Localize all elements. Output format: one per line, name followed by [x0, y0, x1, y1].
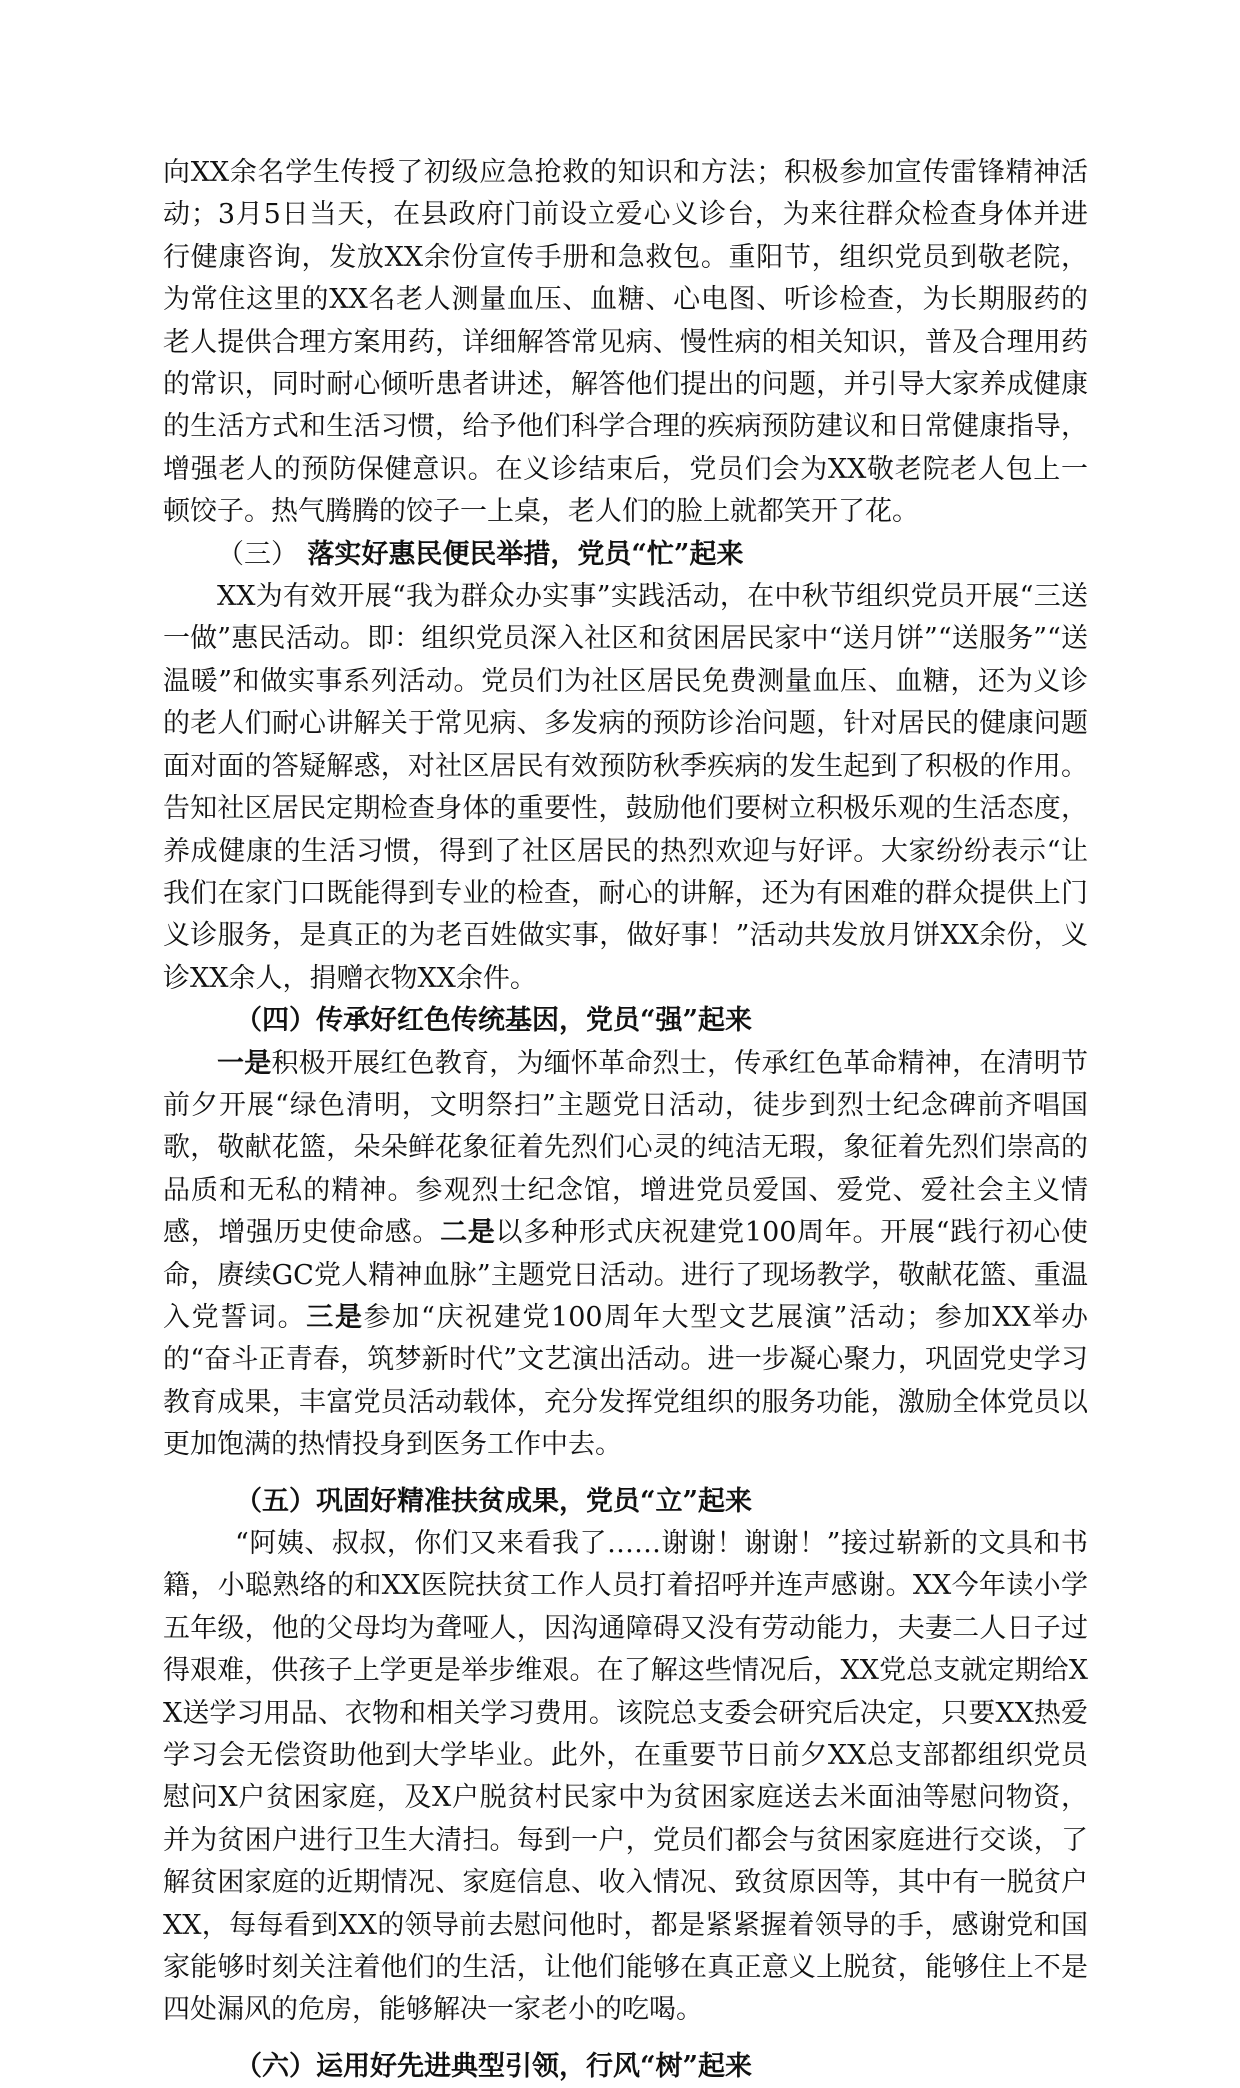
- lead-second: 二是: [440, 1217, 496, 1249]
- text-third: 参加“庆祝建党100周年大型文艺展演”活动；参加XX举办的“奋斗正青春，筑梦新时代”文艺演出活动。进一步凝心聚力，巩固党史学习教育成果，丰富党员活动载体，充分发挥党组织的服务功能，激励全体党员以更加饱满的热情投身到医务工作中去。: [163, 1301, 1089, 1461]
- text-second: 以多种形式庆祝建党100周年。开展“践行初心使命，赓续GC党人精神血脉”主题党日活动。进行了现场教学，敬献花篮、重温入党誓词。: [163, 1217, 1089, 1333]
- section-heading-5: （五）巩固好精准扶贫成果，党员“立”起来: [235, 1485, 753, 1517]
- paragraph-red-tradition: [163, 1043, 1088, 1467]
- text-first: 积极开展红色教育，为缅怀革命烈士，传承红色革命精神，在清明节前夕开展“绿色清明，文明祭扫”主题党日活动，徒步到烈士纪念碑前齐唱国歌，敬献花篮，朵朵鲜花象征着先烈们心灵的纯洁无瑕，象征着先烈们崇高的品质和无私的精神。参观烈士纪念馆，增进党员爱国、爱党、爱社会主义情感，增强历史使命感。: [163, 1047, 1089, 1249]
- document-page: [163, 152, 1088, 2088]
- lead-first: 一是: [217, 1047, 272, 1079]
- section-number-3: （三）: [217, 538, 298, 570]
- section-heading-4: （四）传承好红色传统基因，党员“强”起来: [235, 1005, 753, 1037]
- paragraph-volunteer-clinic: 向XX余名学生传授了初级应急抢救的知识和方法；积极参加宣传雷锋精神活动；3月5日当天，在县政府门前设立爱心义诊台，为来往群众检查身体并进行健康咨询，发放XX余份宣传手册和急救包。重阳节，组织党员到敬老院，为常住这里的XX名老人测量血压、血糖、心电图、听诊检查，为长期服药的老人提供合理方案用药，详细解答常见病、慢性病的相关知识，普及合理用药的常识，同时耐心倾听患者讲述，解答他们提出的问题，并引导大家养成健康的生活方式和生活习惯，给予他们科学合理的疾病预防建议和日常健康指导，增强老人的预防保健意识。在义诊结束后，党员们会为XX敬老院老人包上一顿饺子。热气腾腾的饺子一上桌，老人们的脸上就都笑开了花。: [163, 157, 1088, 528]
- paragraph-mid-autumn: XX为有效开展“我为群众办实事”实践活动，在中秋节组织党员开展“三送一做”惠民活动。即：组织党员深入社区和贫困居民家中“送月饼”“送服务”“送温暖”和做实事系列活动。党员们为社区居民免费测量血压、血糖，还为义诊的老人们耐心讲解关于常见病、多发病的预防诊治问题，针对居民的健康问题面对面的答疑解惑，对社区居民有效预防秋季疾病的发生起到了积极的作用。告知社区居民定期检查身体的重要性，鼓励他们要树立积极乐观的生活态度，养成健康的生活习惯，得到了社区居民的热烈欢迎与好评。大家纷纷表示“让我们在家门口既能得到专业的检查，耐心的讲解，还为有困难的群众提供上门义诊服务，是真正的为老百姓做实事，做好事！”活动共发放月饼XX余份，义诊XX余人，捐赠衣物XX余件。: [163, 581, 1088, 994]
- section-heading-6: （六）运用好先进典型引领，行风“树”起来: [235, 2050, 753, 2082]
- paragraph-poverty-relief: “阿姨、叔叔，你们又来看我了……谢谢！谢谢！”接过崭新的文具和书籍，小聪熟络的和XX医院扶贫工作人员打着招呼并连声感谢。XX今年读小学五年级，他的父母均为聋哑人，因沟通障碍又没有劳动能力，夫妻二人日子过得艰难，供孩子上学更是举步维艰。在了解这些情况后，XX党总支就定期给XX送学习用品、衣物和相关学习费用。该院总支委会研究后决定，只要XX热爱学习会无偿资助他到大学毕业。此外，在重要节日前夕XX总支部都组织党员慰问X户贫困家庭，及X户脱贫村民家中为贫困家庭送去米面油等慰问物资，并为贫困户进行卫生大清扫。每到一户，党员们都会与贫困家庭进行交谈，了解贫困家庭的近期情况、家庭信息、收入情况、致贫原因等，其中有一脱贫户XX，每每看到XX的领导前去慰问他时，都是紧紧握着领导的手，感谢党和国家能够时刻关注着他们的生活，让他们能够在真正意义上脱贫，能够住上不是四处漏风的危房，能够解决一家老小的吃喝。: [163, 1528, 1088, 2026]
- lead-third: 三是: [306, 1301, 364, 1333]
- section-heading-3: [163, 534, 1088, 576]
- section-title-3: 落实好惠民便民举措，党员“忙”起来: [307, 538, 744, 570]
